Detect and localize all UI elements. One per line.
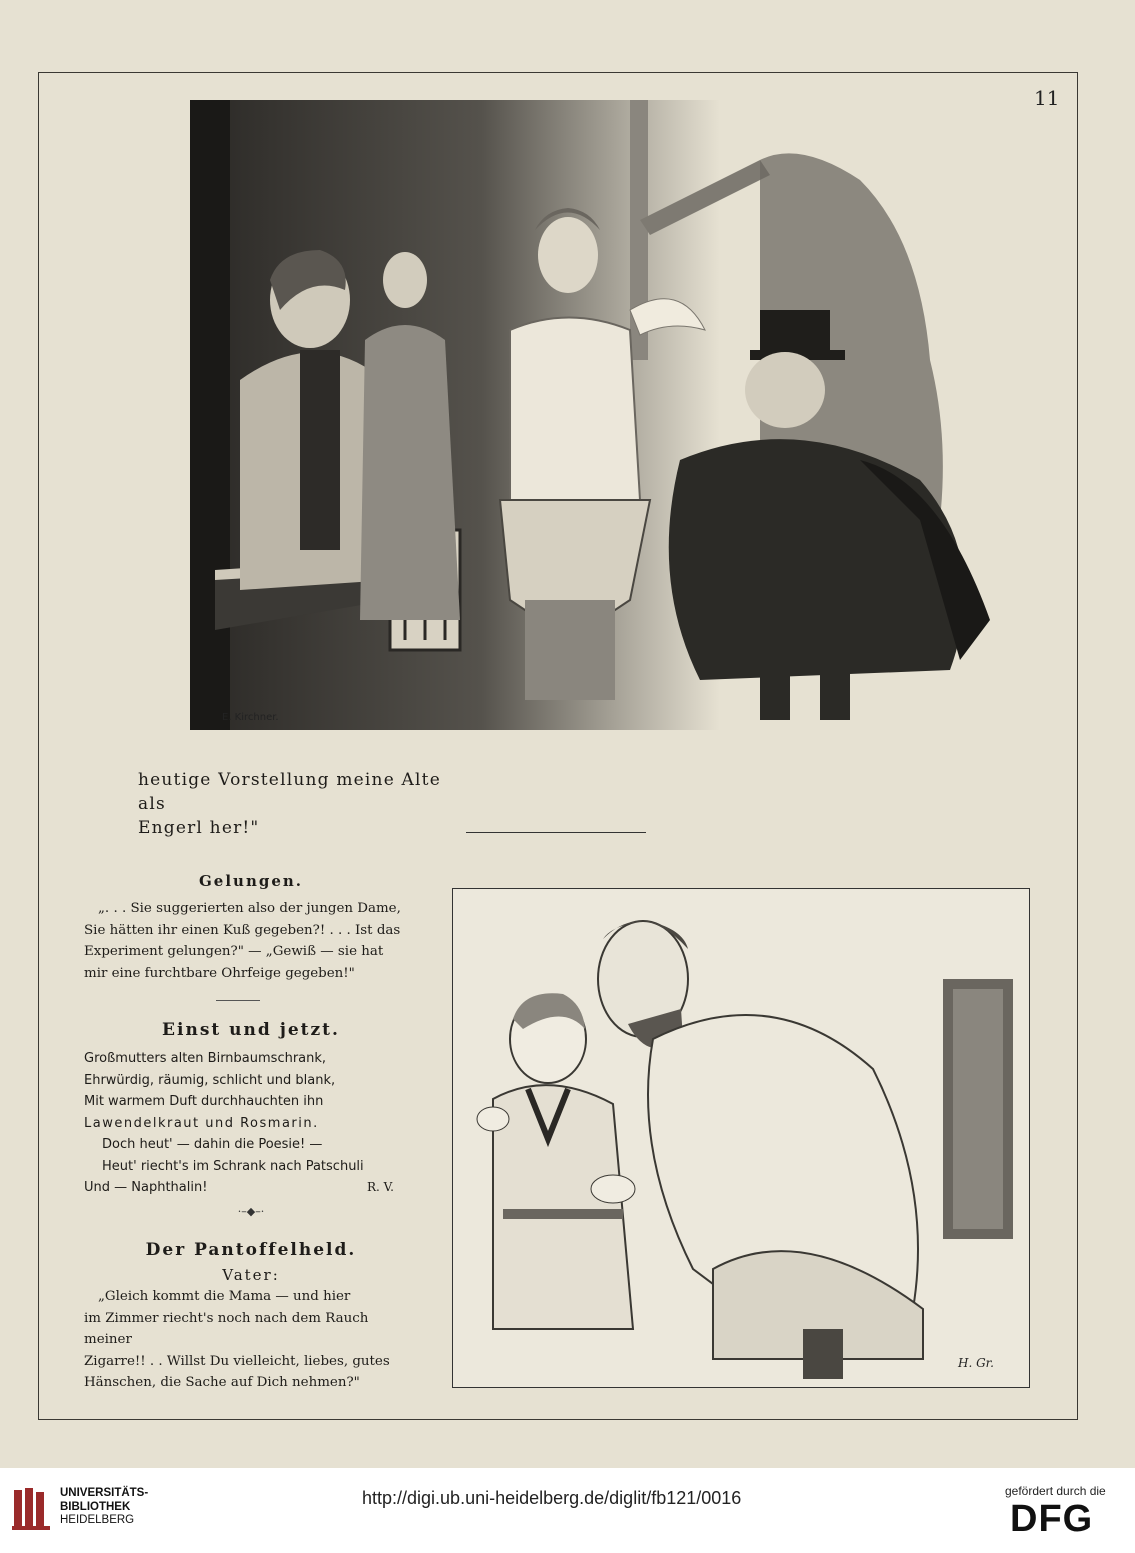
text-line: „Gleich kommt die Mama — und hier: [98, 1289, 351, 1304]
pantoffelheld-text: [84, 1286, 418, 1394]
poem-line: Ehrwürdig, räumig, schlicht und blank,: [84, 1072, 336, 1088]
einst-poem: [84, 1048, 418, 1199]
gelungen-text: [84, 898, 418, 984]
text-line: mir eine furchtbare Ohrfeige gegeben!": [84, 965, 355, 981]
poem-line: Mit warmem Duft durchhauchten ihn: [84, 1094, 324, 1109]
bottom-illustration: [452, 888, 1030, 1388]
text-line: Zigarre!! . . Willst Du vielleicht, liebes, gutes: [84, 1353, 390, 1369]
page-number: 11: [1034, 86, 1060, 110]
digitization-footer: [0, 1468, 1135, 1553]
funded-by-label: gefördert durch die: [1005, 1484, 1106, 1498]
bottom-illustration-signature: H. Gr.: [958, 1356, 994, 1370]
top-illustration-signature: E. Kirchner.: [222, 712, 279, 723]
poem-line: Heut' riecht's im Schrank nach Patschuli: [102, 1158, 364, 1174]
top-illustration-caption: [138, 768, 460, 840]
text-line: Sie hätten ihr einen Kuß gegeben?! . . . Ist das: [84, 922, 401, 938]
poem-line: Lawendelkraut und Rosmarin.: [84, 1115, 319, 1131]
text-line: Experiment gelungen?" — „Gewiß — sie hat: [84, 944, 384, 959]
caption-line: heutige Vorstellung meine Alte als: [138, 770, 441, 814]
poem-line: Doch heut' — dahin die Poesie! —: [102, 1137, 323, 1152]
poem-line: Und — Naphthalin!: [84, 1180, 208, 1195]
top-illustration: [160, 100, 995, 730]
text-line: im Zimmer riecht's noch nach dem Rauch meiner: [84, 1310, 369, 1347]
einst-section: [84, 1020, 418, 1218]
university-library-logo-icon: [12, 1486, 54, 1532]
ornament: ·–◆–·: [237, 1204, 265, 1218]
institution-line: HEIDELBERG: [60, 1514, 135, 1526]
father-and-boy-drawing: [453, 889, 1029, 1387]
theater-scene-drawing: [160, 100, 995, 730]
institution-line: BIBLIOTHEK: [60, 1500, 131, 1513]
pantoffelheld-title: Der Pantoffelheld.: [145, 1240, 357, 1260]
small-divider: [216, 1000, 260, 1001]
poem-line: Großmutters alten Birnbaumschrank,: [84, 1051, 327, 1066]
university-library-name: [60, 1487, 148, 1528]
gelungen-section: [84, 872, 418, 984]
section-divider: [466, 832, 646, 833]
digital-library-link[interactable]: http://digi.ub.uni-heidelberg.de/diglit/fb121/0016: [362, 1488, 742, 1508]
pantoffelheld-section: [84, 1240, 418, 1394]
institution-line: UNIVERSITÄTS-: [60, 1487, 149, 1499]
text-line: „. . . Sie suggerierten also der jungen Dame,: [98, 901, 401, 916]
gelungen-title: Gelungen.: [198, 872, 304, 890]
text-line: Hänschen, die Sache auf Dich nehmen?": [84, 1375, 360, 1390]
caption-line: Engerl her!": [138, 818, 260, 838]
poem-author: R. V.: [366, 1180, 394, 1194]
dfg-logo: DFG: [1010, 1498, 1094, 1540]
poem-line-last: [84, 1177, 418, 1199]
speaker-label: Vater:: [222, 1266, 280, 1284]
einst-title: Einst und jetzt.: [162, 1020, 340, 1040]
